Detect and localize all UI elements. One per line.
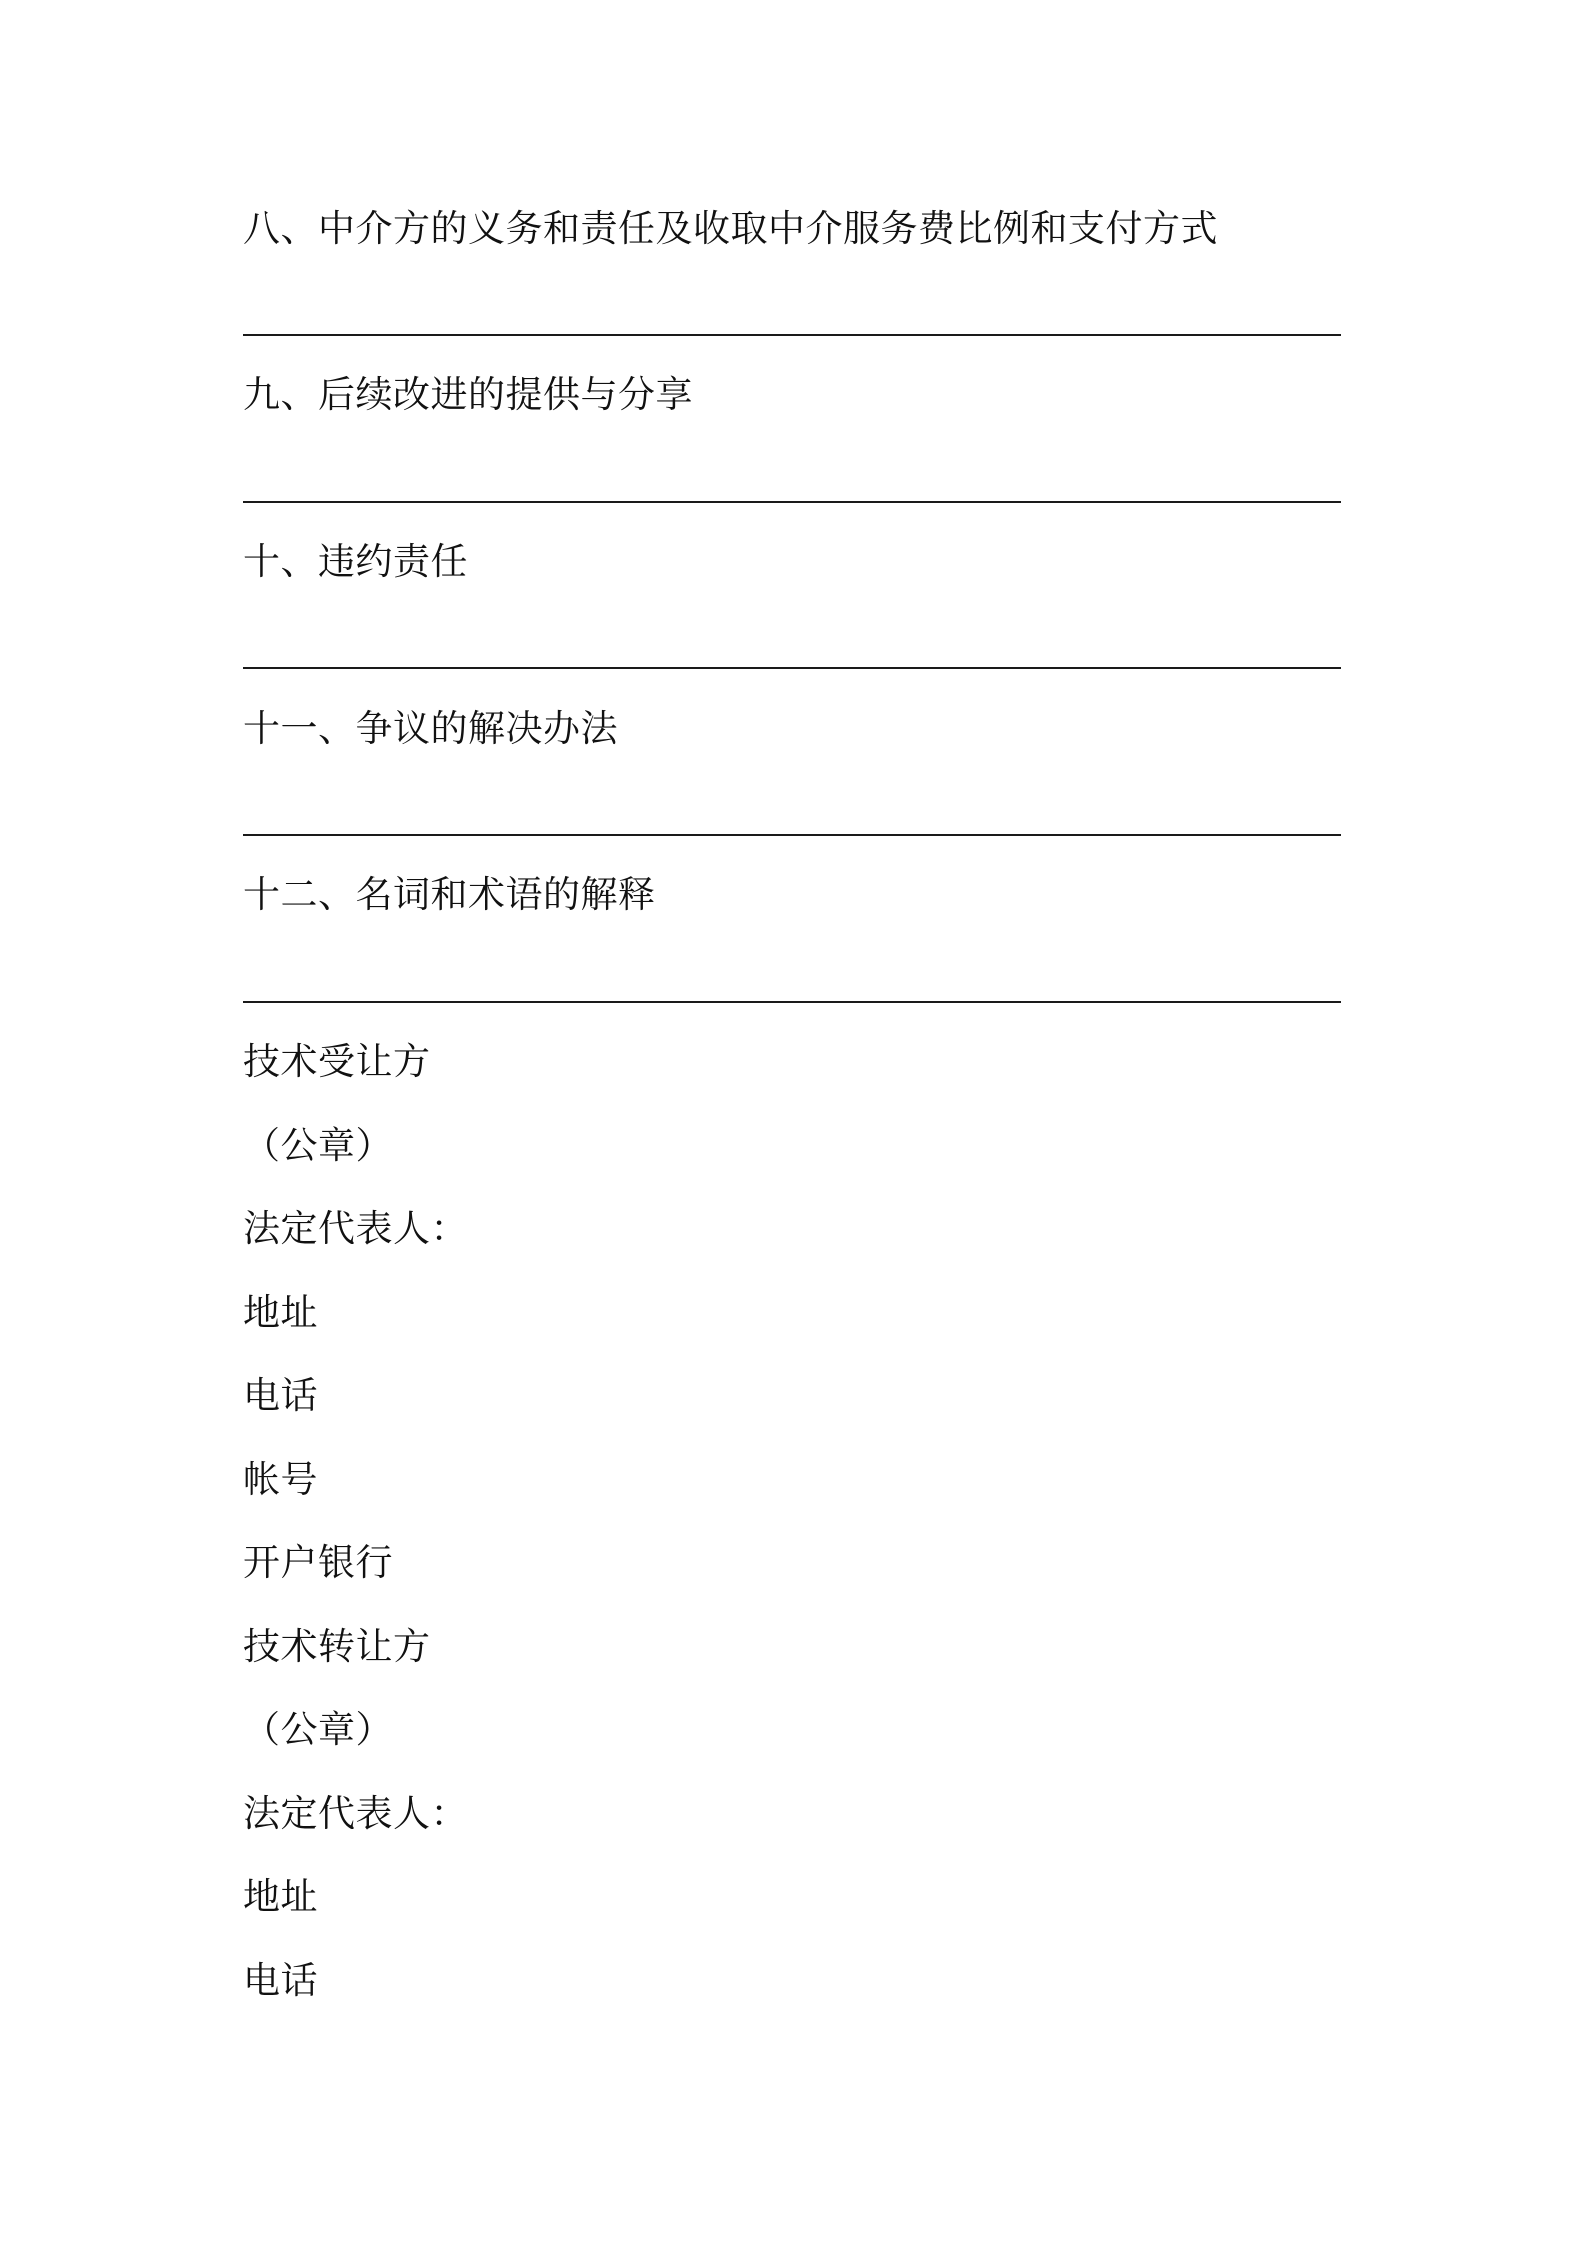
assignee-bank-label: 开户银行: [243, 1541, 393, 1584]
fill-in-line: [243, 501, 1341, 503]
fill-in-line: [243, 834, 1341, 836]
assignor-party-label: 技术转让方: [243, 1625, 431, 1668]
assignee-account-label: 帐号: [243, 1458, 318, 1501]
assignee-seal-label: （公章）: [243, 1124, 393, 1167]
section-heading-11: 十一、争议的解决办法: [243, 707, 618, 750]
assignor-address-label: 地址: [243, 1875, 318, 1918]
assignor-phone-label: 电话: [243, 1959, 318, 2002]
fill-in-line: [243, 667, 1341, 669]
fill-in-line: [243, 1001, 1341, 1003]
assignee-party-label: 技术受让方: [243, 1040, 431, 1083]
section-heading-8: 八、中介方的义务和责任及收取中介服务费比例和支付方式: [243, 207, 1218, 250]
assignee-address-label: 地址: [243, 1291, 318, 1334]
section-heading-9: 九、后续改进的提供与分享: [243, 373, 693, 416]
assignor-legal-rep-label: 法定代表人：: [243, 1792, 468, 1835]
assignee-legal-rep-label: 法定代表人：: [243, 1207, 468, 1250]
fill-in-line: [243, 334, 1341, 336]
section-heading-12: 十二、名词和术语的解释: [243, 873, 656, 916]
section-heading-10: 十、违约责任: [243, 540, 468, 583]
assignee-phone-label: 电话: [243, 1374, 318, 1417]
assignor-seal-label: （公章）: [243, 1708, 393, 1751]
